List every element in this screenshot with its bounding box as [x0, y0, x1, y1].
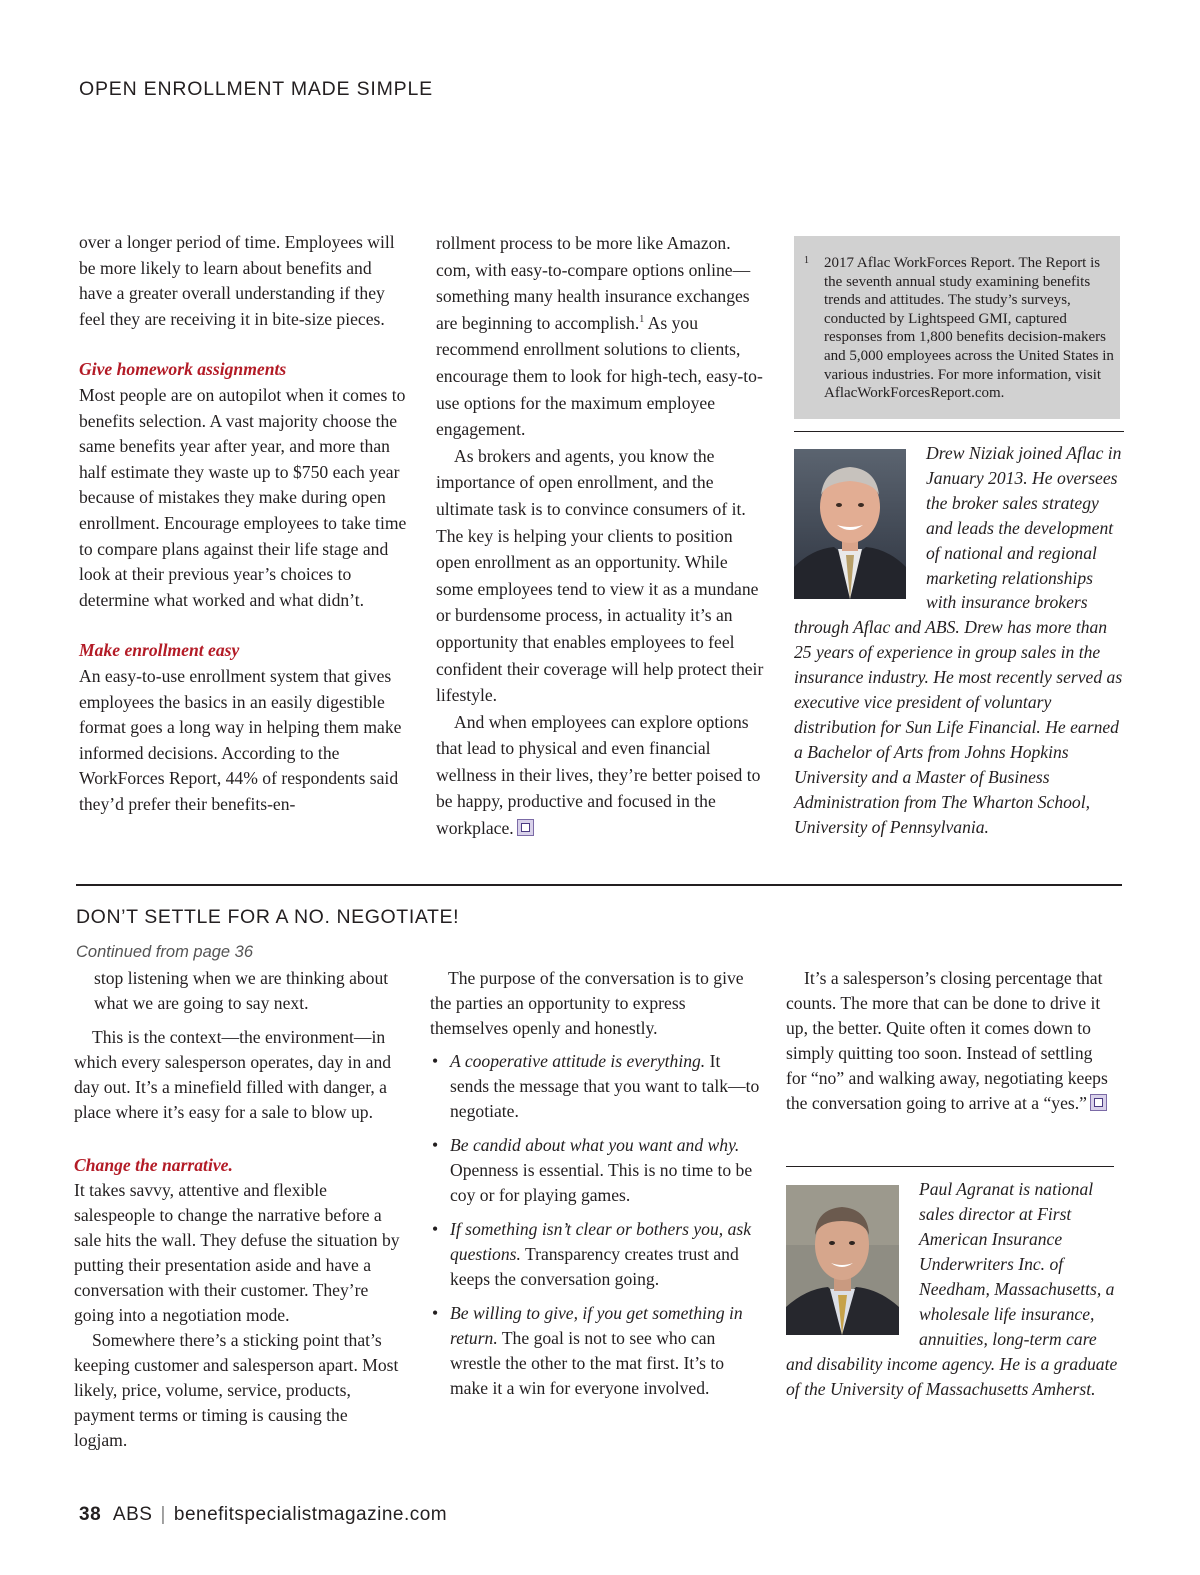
abs-end-mark-icon [517, 819, 534, 836]
article1-column-1 [79, 230, 409, 817]
portrait-icon [794, 449, 906, 599]
article-title: DON’T SETTLE FOR A NO. NEGOTIATE! [76, 906, 460, 928]
article2-column-1 [74, 966, 404, 1453]
author-bio-agranat [786, 1177, 1118, 1402]
bio-divider [794, 431, 1124, 432]
bullet-lead: Be willing to give, if you get something in return. [450, 1303, 743, 1348]
bullet-icon: • [432, 1135, 439, 1155]
footnote-number: 1 [804, 255, 809, 266]
footnote-text: 2017 Aflac WorkForces Report. The Report is the seventh annual study examining benefits trends and attitudes. The study’s surveys, conducted by Lightspeed GMI, captured responses from 1,800 benefits decision-makers and 5,000 employees across the United States in various industries. For more information, visit AflacWorkForcesReport.com. [824, 255, 1114, 402]
bullet-icon: • [432, 1051, 439, 1071]
bio-text: Drew Niziak joined Aflac in January 2013. He oversees the broker sales strategy and leads the development of national and regional marketing relationships with insurance brokers through Aflac and ABS. Drew has more than 25 years of experience in group sales in the insurance industry. He most recently served as executive vice president of voluntary distribution for Sun Life Financial. He earned a Bachelor of Arts from Johns Hopkins University and a Master of Business Administration from The Wharton School, University of Pennsylvania. [794, 443, 1123, 837]
bullet-lead: If something isn’t clear or bothers you, ask questions. [450, 1219, 752, 1264]
paragraph-text: As you recommend enrollment solutions to clients, encourage them to look for high-tech, easy-to-use options for the maximum employee engagement. [436, 312, 763, 440]
list-item [430, 1217, 760, 1292]
bullet-icon: • [432, 1303, 439, 1323]
list-item [430, 1301, 760, 1401]
paragraph: It takes savvy, attentive and flexible salespeople to change the narrative before a sale hits the wall. They defuse the situation by putting their presentation aside and have a conversation with their customer. They’re going into a negotiation mode. [74, 1180, 400, 1325]
page-number: 38 [79, 1504, 102, 1525]
bullet-icon: • [432, 1219, 439, 1239]
running-header: OPEN ENROLLMENT MADE SIMPLE [79, 78, 433, 100]
footer-brand: ABS [112, 1504, 153, 1525]
paragraph: Somewhere there’s a sticking point that’s keeping customer and salesperson apart. Most likely, price, volume, service, products, payment terms or timing is causing the logjam. [74, 1330, 399, 1450]
bio-divider [786, 1166, 1114, 1167]
list-item [430, 1049, 760, 1124]
footnote-reference: 1 [639, 313, 645, 325]
subhead-homework: Give homework assignments [79, 359, 287, 380]
paragraph: over a longer period of time. Employees will be more likely to learn about benefits and have a greater overall understanding if they feel they are receiving it in bite-size pieces. [79, 232, 395, 329]
bullet-text: Openness is essential. This is no time to be coy or for playing games. [450, 1160, 753, 1205]
bullet-text: Transparency creates trust and keeps the conversation going. [450, 1244, 739, 1289]
paragraph-text: And when employees can explore options that lead to physical and even financial wellness in their lives, they’re better poised to be happy, productive and focused in the workplace. [436, 711, 761, 839]
author-photo-niziak [794, 449, 906, 599]
paragraph-text: rollment process to be more like Amazon. com, with easy-to-compare options online—something many health insurance exchanges are beginning to accomplish. [436, 233, 751, 333]
author-bio-niziak [794, 441, 1126, 840]
article1-column-2 [436, 230, 766, 842]
article2-column-3 [786, 966, 1116, 1116]
list-item [430, 1133, 760, 1208]
paragraph: An easy-to-use enrollment system that gives employees the basics in an easily digestible format goes a long way in helping them make informed decisions. According to the WorkForces Report, 44% of respondents said they’d prefer their benefits-en- [79, 665, 402, 814]
bullet-text: It sends the message that you want to talk—to negotiate. [450, 1051, 760, 1121]
subhead-change-narrative: Change the narrative. [74, 1155, 233, 1175]
bullet-text: The goal is not to see who can wrestle the other to the mat first. It’s to make it a win for everyone involved. [450, 1328, 725, 1398]
page-footer [79, 1504, 447, 1526]
paragraph [436, 230, 766, 443]
paragraph-text: It’s a salesperson’s closing percentage that counts. The more that can be done to drive it up, the better. Quite often it comes down to simply quitting too soon. Instead of settling for “no” and walking away, negotiating keeps the conversation going to arrive at a “yes.” [786, 968, 1108, 1113]
paragraph: As brokers and agents, you know the importance of open enrollment, and the ultimate task is to convince consumers of it. The key is helping your clients to position open enrollment as an opportunity. While some employees tend to view it as a mundane or burdensome process, in actuality it’s an opportunity that enables employees to feel confident their coverage will help protect their lifestyle. [436, 445, 764, 706]
footer-divider: | [160, 1504, 166, 1525]
paragraph [436, 709, 766, 842]
footer-website: benefitspecialistmagazine.com [173, 1504, 448, 1525]
tips-list [430, 1049, 760, 1401]
footnote-box [794, 236, 1120, 419]
author-photo-agranat [786, 1185, 899, 1335]
section-divider [76, 884, 1122, 886]
paragraph [786, 966, 1116, 1116]
portrait-icon [786, 1185, 899, 1335]
bio-text: Paul Agranat is national sales director at First American Insurance Underwriters Inc. of Needham, Massachusetts, a wholesale life insurance, annuities, long-term care and disability income agency. He is a graduate of the University of Massachusetts Amherst. [786, 1179, 1118, 1399]
bullet-lead: A cooperative attitude is everything. [450, 1051, 706, 1071]
abs-end-mark-icon [1090, 1094, 1107, 1111]
continued-from-label: Continued from page 36 [76, 943, 254, 961]
bullet-lead: Be candid about what you want and why. [450, 1135, 740, 1155]
paragraph: The purpose of the conversation is to give the parties an opportunity to express themselves openly and honestly. [430, 968, 744, 1038]
subhead-enrollment-easy: Make enrollment easy [79, 640, 240, 661]
paragraph: stop listening when we are thinking about what we are going to say next. [94, 968, 389, 1013]
article2-column-2 [430, 966, 760, 1410]
paragraph: Most people are on autopilot when it comes to benefits selection. A vast majority choose the same benefits year after year, and more than half estimate they waste up to $750 each year because of mistakes they make during open enrollment. Encourage employees to take time to compare plans against their life stage and look at their previous year’s choices to determine what worked and what didn’t. [79, 384, 407, 610]
paragraph: This is the context—the environment—in which every salesperson operates, day in and day out. It’s a minefield filled with danger, a place where it’s easy for a sale to blow up. [74, 1027, 392, 1122]
